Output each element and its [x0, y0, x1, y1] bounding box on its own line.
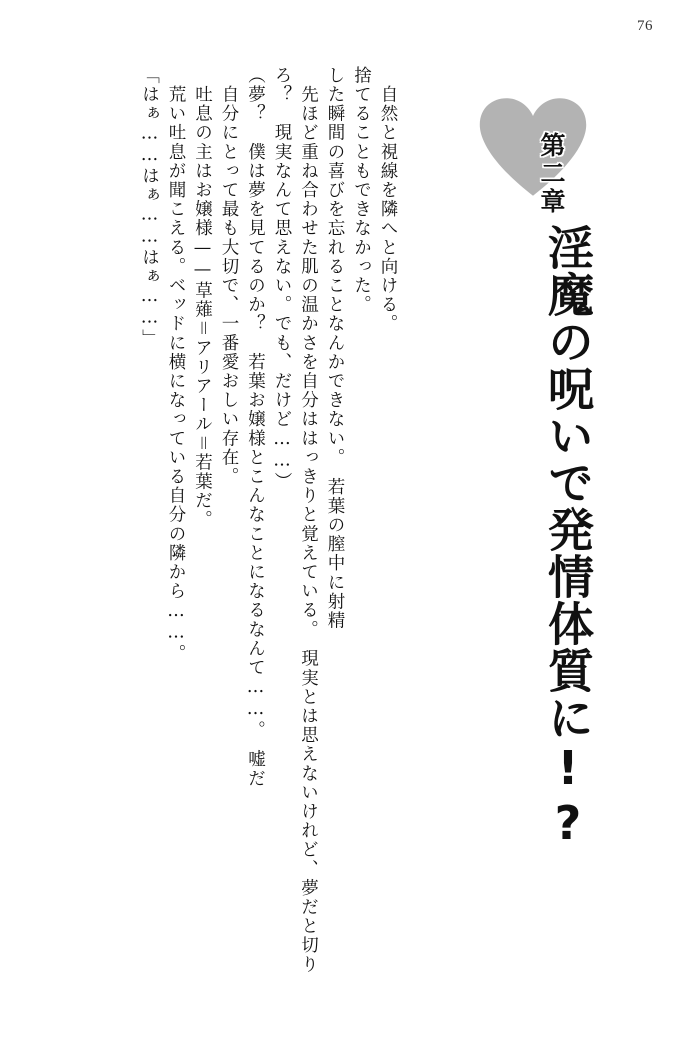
body-text: [131, 66, 461, 996]
text-line: ろ？ 現実なんて思えない。でも、だけど……）: [272, 66, 292, 492]
text-line: した瞬間の喜びを忘れることなんかできない。 若葉の膣中に射精: [325, 66, 345, 631]
text-line: 先ほど重ね合わせた肌の温かさを自分ははっきりと覚えている。 現実とは思えないけれど、夢だと切り: [298, 66, 319, 975]
text-line: 自分にとって最も大切で、一番愛おしい存在。: [219, 66, 239, 487]
text-line: 吐息の主はお嬢様——草薙＝アリアール＝若葉だ。: [192, 66, 213, 530]
text-line: （夢？ 僕は夢を見てるのか？ 若葉お嬢様とこんなことになるなんて……。 嘘だ: [245, 66, 266, 789]
text-line: 荒い吐息が聞こえる。ベッドに横になっている自分の隣から……。: [166, 66, 186, 664]
text-line: 「はぁ……はぁ……はぁ……」: [139, 66, 160, 349]
page-number: 76: [637, 18, 653, 34]
text-line: 自然と視線を隣へと向ける。: [378, 66, 398, 334]
chapter-label: 第二章: [537, 132, 566, 216]
chapter-title: 淫魔の呪いで発情体質に!?: [541, 224, 595, 851]
chapter-heading: [467, 96, 597, 851]
text-line: 捨てることもできなかった。: [351, 66, 372, 315]
